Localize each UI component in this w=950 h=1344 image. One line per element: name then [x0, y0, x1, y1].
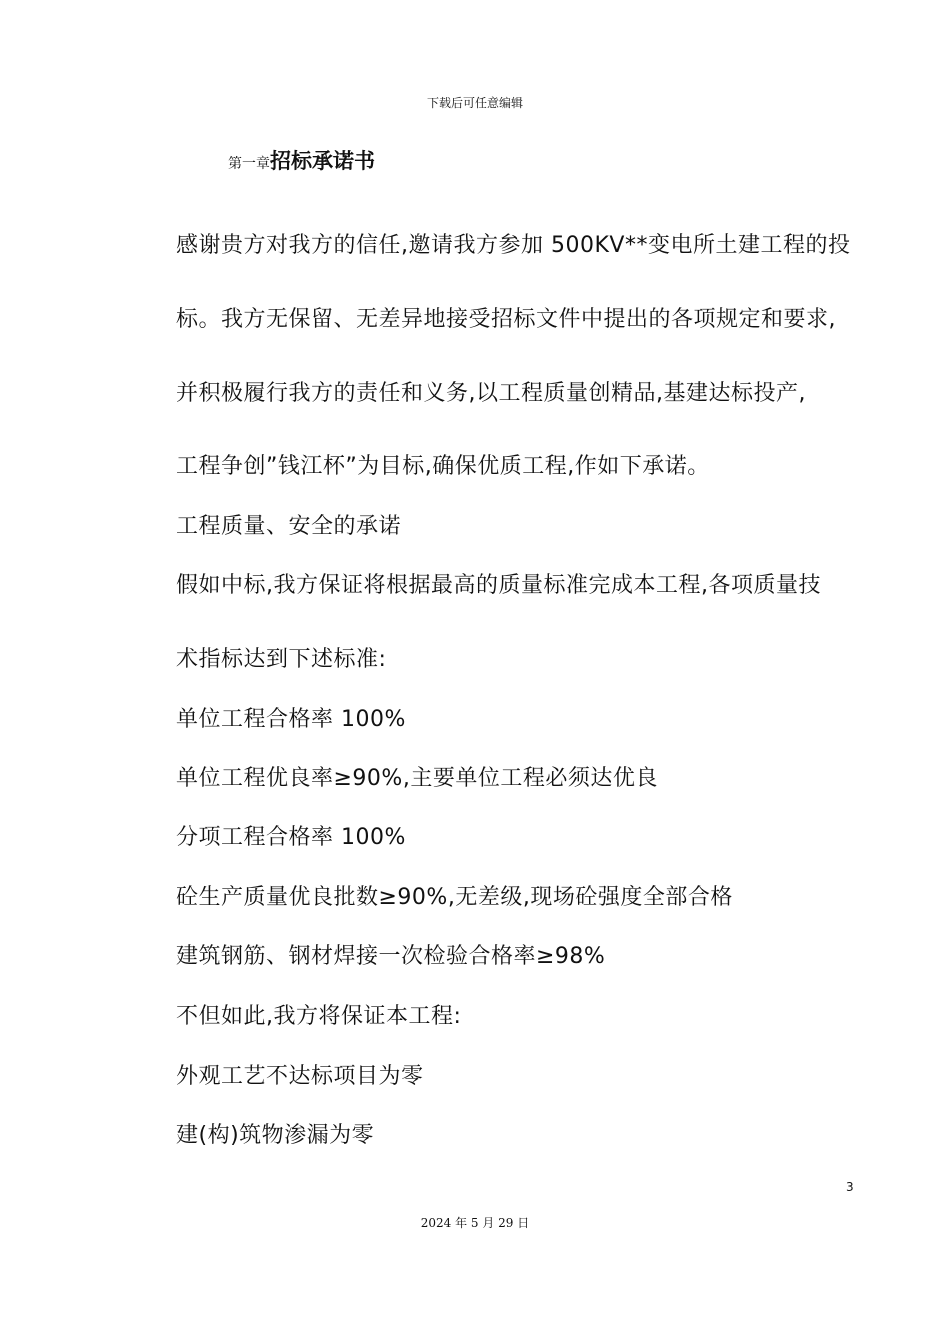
page-number: 3: [846, 1180, 854, 1194]
chapter-number: 第一章: [228, 156, 270, 172]
list-item: 砼生产质量优良批数≥90%,无差级,现场砼强度全部合格: [176, 885, 733, 910]
list-item: 建(构)筑物渗漏为零: [176, 1123, 375, 1148]
paragraph-line: 工程争创”钱江杯”为目标,确保优质工程,作如下承诺。: [176, 454, 710, 479]
list-item: 单位工程合格率 100%: [176, 707, 406, 732]
section-heading: 工程质量、安全的承诺: [176, 514, 402, 539]
footer-date: 2024 年 5 月 29 日: [420, 1216, 530, 1230]
chapter-title: 招标承诺书: [270, 149, 375, 173]
list-item: 外观工艺不达标项目为零: [176, 1064, 424, 1089]
list-item: 单位工程优良率≥90%,主要单位工程必须达优良: [176, 766, 658, 791]
header-note: 下载后可任意编辑: [426, 96, 523, 110]
paragraph-line: 并积极履行我方的责任和义务,以工程质量创精品,基建达标投产,: [176, 381, 806, 406]
list-item: 建筑钢筋、钢材焊接一次检验合格率≥98%: [176, 944, 606, 969]
paragraph-line: 标。我方无保留、无差异地接受招标文件中提出的各项规定和要求,: [176, 307, 836, 332]
paragraph-line: 不但如此,我方将保证本工程:: [176, 1004, 462, 1029]
paragraph-line: 术指标达到下述标准:: [176, 647, 387, 672]
paragraph-line: 感谢贵方对我方的信任,邀请我方参加 500KV**变电所土建工程的投: [176, 233, 851, 258]
list-item: 分项工程合格率 100%: [176, 825, 406, 850]
chapter-heading: [228, 145, 375, 175]
paragraph-line: 假如中标,我方保证将根据最高的质量标准完成本工程,各项质量技: [176, 573, 821, 598]
